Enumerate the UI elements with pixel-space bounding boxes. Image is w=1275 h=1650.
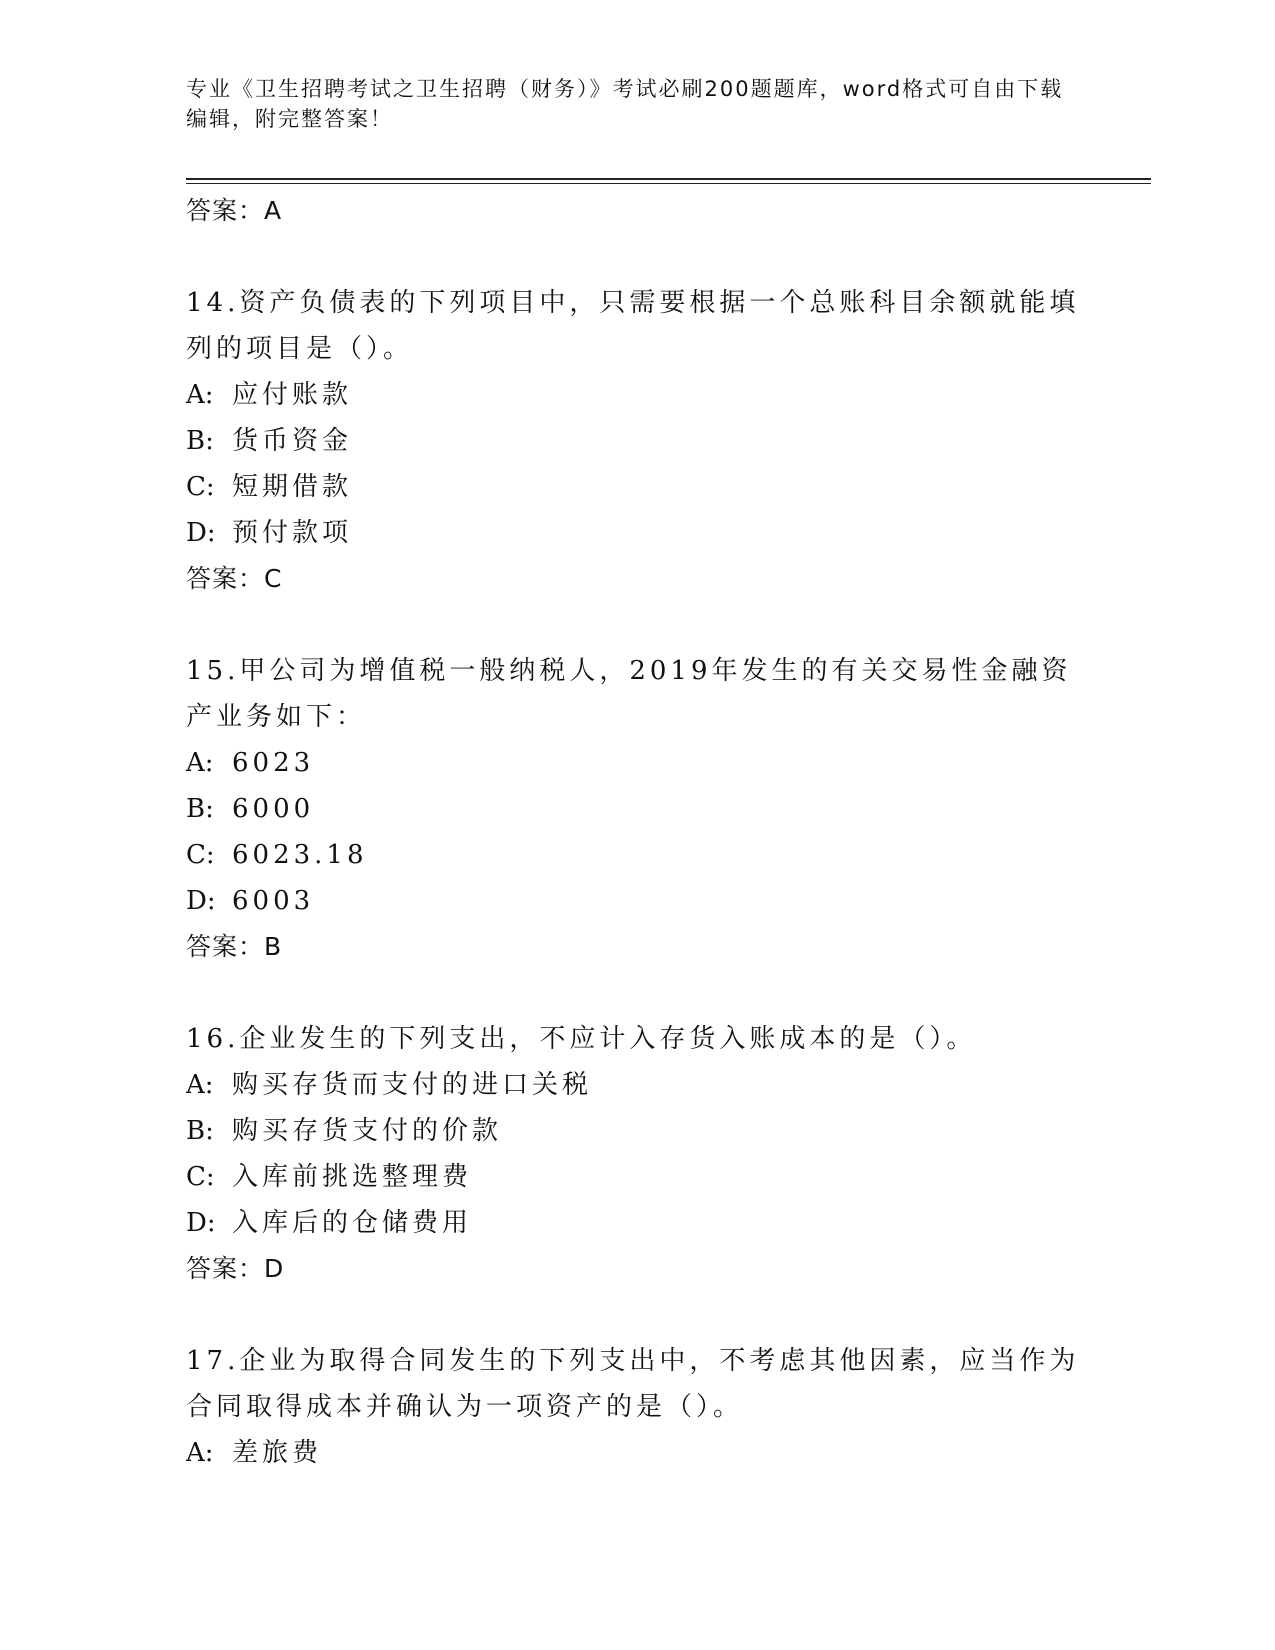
question-15 <box>186 648 1086 970</box>
option-b <box>186 1108 1086 1154</box>
page-header-text: 专业《卫生招聘考试之卫生招聘（财务）》考试必刷200题题库，word格式可自由下载编辑，附完整答案！ <box>186 77 1064 131</box>
question-stem: 16.企业发生的下列支出，不应计入存货入账成本的是（）。 <box>186 1024 977 1054</box>
question-stem: 14.资产负债表的下列项目中，只需要根据一个总账科目余额就能填列的项目是（）。 <box>186 288 1080 364</box>
option-letter: A: <box>186 1070 214 1100</box>
option-text: 购买存货而支付的进口关税 <box>232 1070 593 1100</box>
option-text: 6023 <box>232 748 315 778</box>
option-letter: B: <box>186 1116 214 1146</box>
option-c <box>186 464 1086 510</box>
option-text: 购买存货支付的价款 <box>232 1116 503 1146</box>
option-letter: A: <box>186 748 214 778</box>
option-letter: D: <box>186 518 216 548</box>
answer-line: 答案：C <box>186 564 283 593</box>
option-d <box>186 510 1086 556</box>
option-letter: A: <box>186 380 214 410</box>
option-letter: A: <box>186 1438 214 1468</box>
option-letter: C: <box>186 472 215 502</box>
answer-line: 答案：D <box>186 1254 285 1283</box>
option-b <box>186 786 1086 832</box>
option-text: 差旅费 <box>232 1438 323 1468</box>
question-stem: 17.企业为取得合同发生的下列支出中，不考虑其他因素，应当作为合同取得成本并确认为一项资产的是（）。 <box>186 1346 1080 1422</box>
option-d <box>186 878 1086 924</box>
question-stem: 15.甲公司为增值税一般纳税人，2019年发生的有关交易性金融资产业务如下： <box>186 656 1072 732</box>
option-letter: C: <box>186 840 215 870</box>
option-text: 6023.18 <box>232 840 368 870</box>
option-a <box>186 740 1086 786</box>
option-text: 入库后的仓储费用 <box>232 1208 473 1238</box>
option-b <box>186 418 1086 464</box>
option-letter: B: <box>186 794 214 824</box>
option-text: 货币资金 <box>232 426 353 456</box>
option-letter: D: <box>186 1208 216 1238</box>
answer-line: 答案：A <box>186 196 283 225</box>
option-letter: D: <box>186 886 216 916</box>
option-text: 短期借款 <box>232 472 353 502</box>
header-divider <box>186 178 1151 180</box>
option-a <box>186 1062 1086 1108</box>
question-16 <box>186 1016 1086 1292</box>
option-c <box>186 1154 1086 1200</box>
option-c <box>186 832 1086 878</box>
question-list <box>186 188 1086 1476</box>
option-letter: C: <box>186 1162 215 1192</box>
question-17 <box>186 1338 1086 1476</box>
option-text: 入库前挑选整理费 <box>232 1162 473 1192</box>
option-text: 预付款项 <box>232 518 353 548</box>
option-text: 6003 <box>232 886 315 916</box>
option-letter: B: <box>186 426 214 456</box>
option-text: 应付账款 <box>232 380 353 410</box>
option-d <box>186 1200 1086 1246</box>
answer-line: 答案：B <box>186 932 283 961</box>
header-divider-thin <box>186 183 1151 184</box>
question-14 <box>186 280 1086 602</box>
option-a <box>186 372 1086 418</box>
option-text: 6000 <box>232 794 315 824</box>
option-a <box>186 1430 1086 1476</box>
